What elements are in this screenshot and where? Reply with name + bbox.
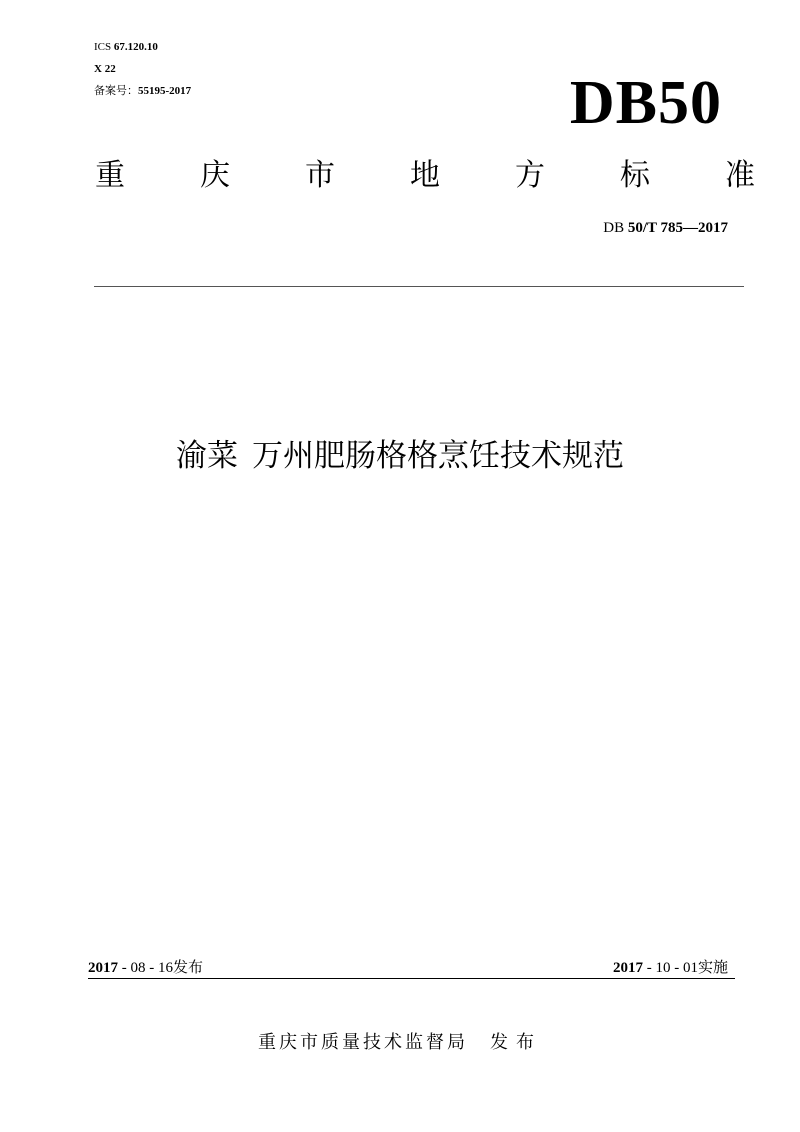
document-title	[0, 436, 800, 476]
title-part-2: 万州肥肠格格烹饪技术规范	[252, 438, 624, 474]
title-part-1: 渝菜	[176, 438, 238, 474]
ics-code: 67.120.10	[113, 41, 158, 53]
publish-label: 发布	[173, 958, 204, 976]
effective-date	[613, 957, 728, 978]
effective-year: 2017	[612, 960, 643, 976]
record-label: 备案号：	[94, 84, 138, 97]
ics-label: ICS	[94, 41, 112, 53]
header-divider	[94, 286, 744, 287]
record-number: 55195-2017	[138, 85, 192, 97]
publish-month-day: - 08 - 16	[121, 960, 173, 976]
record-line	[94, 84, 191, 98]
standard-number	[603, 219, 728, 237]
effective-label: 实施	[697, 958, 728, 976]
footer-divider	[88, 978, 735, 979]
publish-date	[88, 957, 203, 978]
issuer-action: 发布	[490, 1032, 542, 1053]
standard-type-char: 准	[725, 158, 755, 193]
standard-type-char: 庆	[200, 158, 230, 193]
standard-number-prefix: DB	[603, 220, 625, 236]
effective-month-day: - 10 - 01	[646, 960, 698, 976]
issuer-name: 重庆市质量技术监督局	[258, 1032, 468, 1053]
db-code-logo: DB50	[569, 69, 722, 137]
standard-type-char: 标	[620, 158, 650, 193]
issuing-authority	[0, 1030, 800, 1056]
standard-type-char: 重	[95, 158, 125, 193]
standard-type-heading	[95, 158, 755, 194]
standard-number-value: 50/T 785—2017	[627, 220, 728, 236]
ics-line	[94, 40, 158, 54]
standard-type-char: 地	[410, 158, 440, 193]
standard-type-char: 市	[305, 158, 335, 193]
publish-year: 2017	[88, 960, 118, 976]
class-code: X 22	[94, 63, 116, 75]
standard-type-char: 方	[515, 158, 545, 193]
